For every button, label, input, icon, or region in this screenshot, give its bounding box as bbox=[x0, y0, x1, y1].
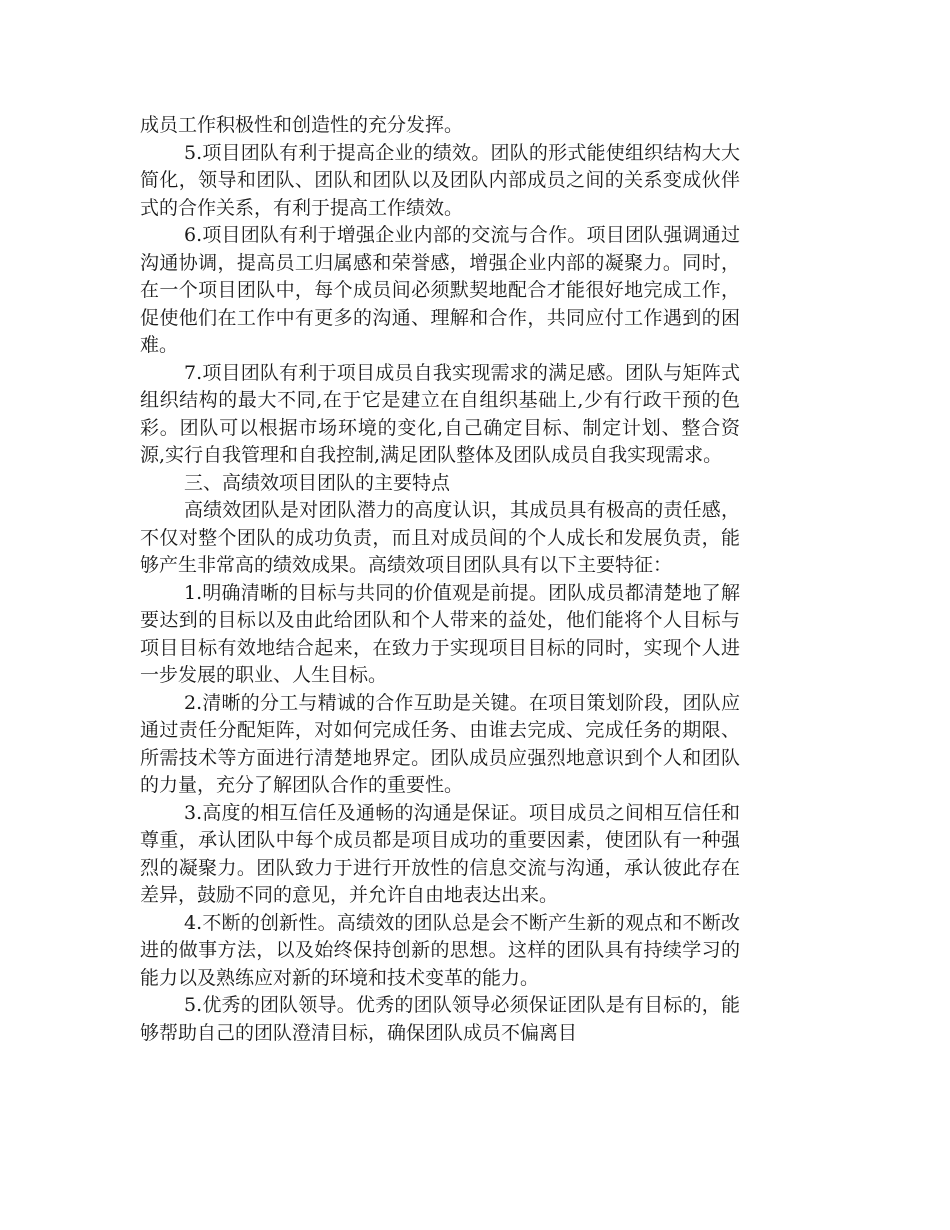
paragraph-feature-2-division: 2.清晰的分工与精诚的合作互助是关键。在项目策划阶段，团队应通过责任分配矩阵，对如何完成任务、由谁去完成、完成任务的期限、所需技术等方面进行清楚地界定。团队成员应强烈地意识到个人和团队的力量，充分了解团队合作的重要性。 bbox=[140, 691, 740, 796]
paragraph-point-7-self-realization: 7.项目团队有利于项目成员自我实现需求的满足感。团队与矩阵式组织结构的最大不同,在于它是建立在自组织基础上,少有行政干预的色彩。团队可以根据市场环境的变化,自己确定目标、制定计划、整合资源,实行自我管理和自我控制,满足团队整体及团队成员自我实现需求。 bbox=[140, 361, 740, 466]
document-page bbox=[140, 112, 740, 1047]
paragraph-feature-3-trust: 3.高度的相互信任及通畅的沟通是保证。项目成员之间相互信任和尊重，承认团队中每个成员都是项目成功的重要因素，使团队有一种强烈的凝聚力。团队致力于进行开放性的信息交流与沟通，承认彼此存在差异，鼓励不同的意见，并允许自由地表达出来。 bbox=[140, 801, 740, 906]
paragraph-feature-1-goals: 1.明确清晰的目标与共同的价值观是前提。团队成员都清楚地了解要达到的目标以及由此给团队和个人带来的益处，他们能将个人目标与项目目标有效地结合起来，在致力于实现项目目标的同时，实现个人进一步发展的职业、人生目标。 bbox=[140, 581, 740, 686]
paragraph-high-performance-intro: 高绩效团队是对团队潜力的高度认识，其成员具有极高的责任感，不仅对整个团队的成功负责，而且对成员间的个人成长和发展负责，能够产生非常高的绩效成果。高绩效项目团队具有以下主要特征： bbox=[140, 499, 740, 576]
paragraph-continuation: 成员工作积极性和创造性的充分发挥。 bbox=[140, 114, 464, 136]
paragraph-feature-4-innovation: 4.不断的创新性。高绩效的团队总是会不断产生新的观点和不断改进的做事方法，以及始终保持创新的思想。这样的团队具有持续学习的能力以及熟练应对新的环境和技术变革的能力。 bbox=[140, 911, 740, 989]
paragraph-feature-5-leadership: 5.优秀的团队领导。优秀的团队领导必须保证团队是有目标的，能够帮助自己的团队澄清目标，确保团队成员不偏离目 bbox=[140, 994, 740, 1044]
section-heading-high-performance: 三、高绩效项目团队的主要特点 bbox=[184, 471, 451, 494]
paragraph-point-5-performance: 5.项目团队有利于提高企业的绩效。团队的形式能使组织结构大大简化，领导和团队、团队和团队以及团队内部成员之间的关系变成伙伴式的合作关系，有利于提高工作绩效。 bbox=[140, 141, 740, 219]
paragraph-point-6-communication: 6.项目团队有利于增强企业内部的交流与合作。项目团队强调通过沟通协调，提高员工归属感和荣誉感，增强企业内部的凝聚力。同时，在一个项目团队中，每个成员间必须默契地配合才能很好地完成工作，促使他们在工作中有更多的沟通、理解和合作，共同应付工作遇到的困难。 bbox=[140, 224, 740, 356]
